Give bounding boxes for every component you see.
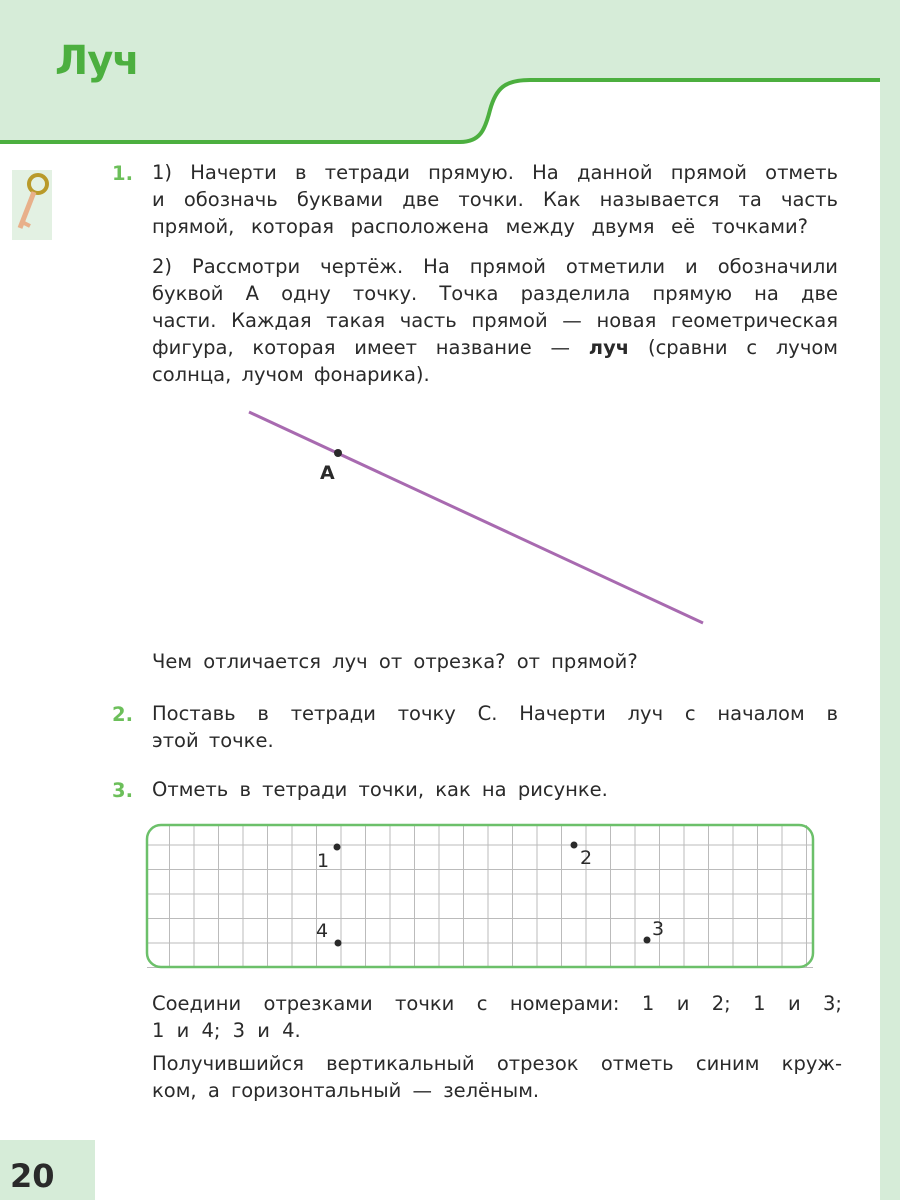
grid-border: [147, 825, 813, 967]
grid-figure: [145, 823, 815, 969]
text-line: солнца, лучом фонарика).: [152, 363, 430, 386]
text-line: ком, а горизонтальный — зелёным.: [152, 1079, 540, 1102]
text-line: части. Каждая такая часть прямой — новая геометрическая: [152, 309, 838, 332]
task-number: 2.: [112, 703, 133, 726]
point-label-2: 2: [580, 847, 593, 869]
ray-line: [249, 412, 703, 623]
text-line: Отметь в тетради точки, как на рисунке.: [152, 778, 608, 801]
text-line: этой точке.: [152, 729, 274, 752]
point-4: [335, 940, 342, 947]
text-line: Получившийся вертикальный отрезок отметь синим круж-: [152, 1052, 842, 1075]
point-2: [571, 842, 578, 849]
text-line: 1) Начерти в тетради прямую. На данной прямой отметь: [152, 161, 838, 184]
point-a: [334, 449, 342, 457]
page-title: Луч: [55, 38, 139, 84]
text-line: и обозначь буквами две точки. Как называется та часть: [152, 188, 838, 211]
page-number: 20: [10, 1157, 55, 1195]
point-a-label: A: [320, 462, 335, 484]
text-line: Соедини отрезками точки с номерами: 1 и 2; 1 и 3;: [152, 992, 842, 1015]
task-number: 3.: [112, 779, 133, 802]
point-label-1: 1: [317, 850, 330, 872]
text-line: буквой A одну точку. Точка разделила прямую на две: [152, 282, 838, 305]
text-line: прямой, которая расположена между двумя её точками?: [152, 215, 808, 238]
text-segment: (сравни с лучом: [647, 336, 838, 359]
term-ray: луч: [588, 336, 630, 359]
task-number: 1.: [112, 162, 133, 185]
text-line: 2) Рассмотри чертёж. На прямой отметили и обозначили: [152, 255, 838, 278]
point-3: [644, 937, 651, 944]
question-text: Чем отличается луч от отрезка? от прямой?: [152, 650, 638, 673]
text-line: Поставь в тетради точку С. Начерти луч с началом в: [152, 702, 838, 725]
text-segment: фигура, которая имеет название —: [152, 336, 571, 359]
point-1: [334, 844, 341, 851]
point-label-3: 3: [652, 918, 665, 940]
point-label-4: 4: [316, 920, 329, 942]
text-line: 1 и 4; 3 и 4.: [152, 1019, 301, 1042]
